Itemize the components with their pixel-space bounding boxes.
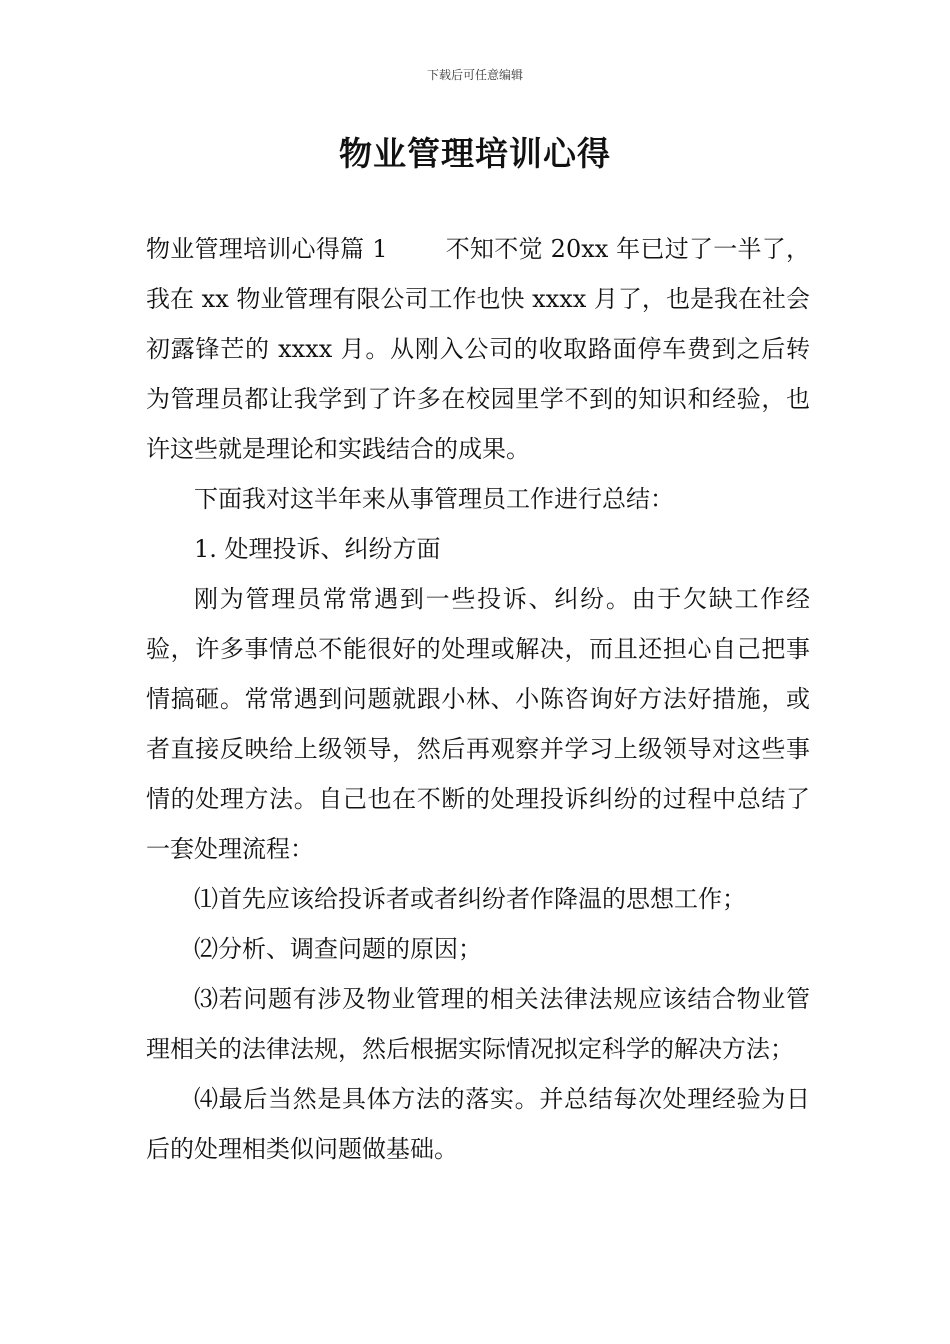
intro-paragraph	[146, 224, 810, 474]
paragraph-step-3: ⑶若问题有涉及物业管理的相关法律法规应该结合物业管理相关的法律法规，然后根据实际情况拟定科学的解决方法；	[146, 985, 810, 1063]
paragraph-complaints: 刚为管理员常常遇到一些投诉、纠纷。由于欠缺工作经验，许多事情总不能很好的处理或解决，而且还担心自己把事情搞砸。常常遇到问题就跟小林、小陈咨询好方法好措施，或者直接反映给上级领导，然后再观察并学习上级领导对这些事情的处理方法。自己也在不断的处理投诉纠纷的过程中总结了一套处理流程：	[146, 585, 810, 863]
document-title: 物业管理培训心得	[339, 134, 611, 173]
paragraph-section-heading: 1. 处理投诉、纠纷方面	[194, 535, 441, 563]
paragraph-step-2: ⑵分析、调查问题的原因；	[194, 935, 482, 963]
paragraph-step-1: ⑴首先应该给投诉者或者纠纷者作降温的思想工作；	[194, 885, 746, 913]
intro-text: 不知不觉 20xx 年已过了一半了，我在 xx 物业管理有限公司工作也快 xxxx 月了，也是我在社会初露锋芒的 xxxx 月。从刚入公司的收取路面停车费到之后转为管理员都让我学到了许多在校园里学不到的知识和经验，也许这些就是理论和实践结合的成果。	[146, 235, 810, 463]
paragraph-step-4: ⑷最后当然是具体方法的落实。并总结每次处理经验为日后的处理相类似问题做基础。	[146, 1085, 810, 1163]
document-body	[146, 224, 810, 1174]
intro-label: 物业管理培训心得篇 1	[146, 235, 388, 263]
paragraph-summary-intro: 下面我对这半年来从事管理员工作进行总结：	[194, 485, 674, 513]
page-header-note: 下载后可任意编辑	[426, 68, 523, 82]
